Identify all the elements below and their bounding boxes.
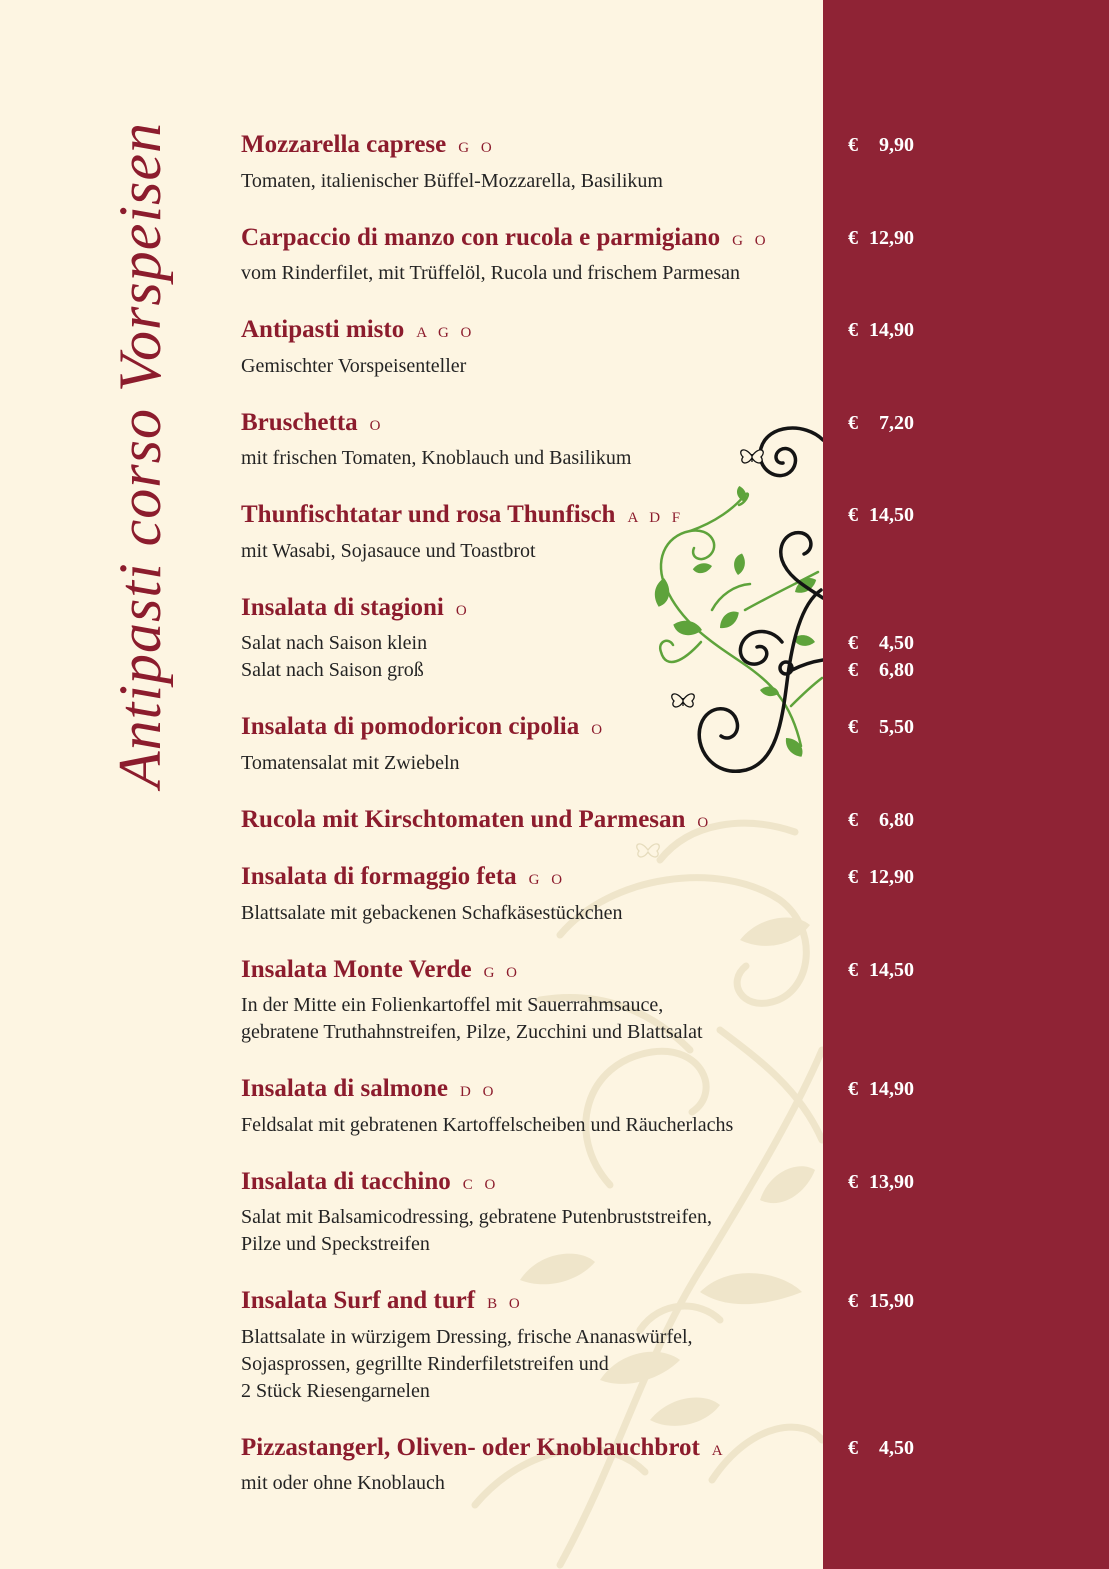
dish-description [241,900,921,927]
allergen-codes: G O [483,964,521,981]
description-line: Feldsalat mit gebratenen Kartoffelscheiben und Räucherlachs [241,1113,734,1136]
price [848,127,914,163]
description-line: Gemischter Vorspeisenteller [241,354,467,377]
menu-item-header [241,590,921,626]
currency-symbol: € [848,504,858,526]
description-line: Blattsalate in würzigem Dressing, frische Ananaswürfel, [241,1325,693,1348]
menu-item [241,497,921,565]
currency-symbol: € [848,226,858,249]
price [848,312,914,348]
price-amount: 12,90 [869,226,914,249]
dish-description [241,353,921,380]
price-amount: 5,50 [879,716,914,738]
currency-symbol: € [848,319,858,341]
menu-item-header [241,497,921,533]
menu-item-header [241,405,921,441]
price [848,657,914,684]
price [848,497,914,533]
menu-item-header [241,952,921,988]
dish-name: Pizzastangerl, Oliven- oder Knoblauchbrot [241,1433,700,1461]
price-amount: 9,90 [879,134,914,156]
price-amount: 4,50 [879,1436,914,1459]
currency-symbol: € [848,716,858,738]
price-amount: 14,90 [869,319,914,341]
price-amount: 7,20 [879,411,914,434]
dish-description [241,1324,921,1405]
menu-item [241,1164,921,1259]
price [848,802,914,838]
dish-description [241,1470,921,1497]
size-variants [241,630,921,684]
allergen-codes: O [369,417,385,434]
description-line: Salat mit Balsamicodressing, gebratene Putenbruststreifen, [241,1206,712,1228]
price [848,1283,914,1319]
description-line: In der Mitte ein Folienkartoffel mit Sauerrahmsauce, [241,994,664,1016]
price [848,859,914,895]
description-line: mit Wasabi, Sojasauce und Toastbrot [241,539,536,562]
currency-symbol: € [848,808,858,831]
allergen-codes: D O [459,1084,498,1100]
currency-symbol: € [848,1436,858,1459]
description-line: Tomatensalat mit Zwiebeln [241,751,460,774]
description-line: mit oder ohne Knoblauch [241,1472,445,1494]
dish-description [241,1204,921,1258]
allergen-codes: O [591,722,607,738]
price-amount: 13,90 [869,1170,914,1193]
dish-description [241,1112,921,1139]
description-line: vom Rinderfilet, mit Trüffelöl, Rucola und frischem Parmesan [241,262,741,284]
menu-item [241,709,921,777]
description-line: Tomaten, italienischer Büffel-Mozzarella, Basilikum [241,169,663,192]
price-amount: 6,80 [879,808,914,831]
currency-symbol: € [848,1290,858,1312]
description-line: 2 Stück Riesengarnelen [241,1379,430,1402]
description-line: Blattsalate mit gebackenen Schafkäsestückchen [241,901,623,924]
dish-name: Mozzarella caprese [241,131,447,158]
menu-item-header [241,220,921,256]
menu-item [241,1071,921,1139]
dish-description [241,445,921,472]
currency-symbol: € [848,866,858,888]
price-amount: 14,50 [869,958,914,981]
dish-name: Antipasti misto [241,316,405,343]
allergen-codes: G O [458,140,496,156]
price [848,630,914,657]
menu-item [241,590,921,685]
currency-symbol: € [848,1170,858,1193]
dish-name: Insalata Surf and turf [241,1287,476,1314]
dish-description [241,168,921,195]
menu-item-header [241,127,921,163]
price-amount: 6,80 [879,659,914,681]
price [848,220,914,256]
menu-item-header [241,1283,921,1319]
dish-name: Thunfischtatar und rosa Thunfisch [241,501,616,528]
allergen-codes: A D F [627,510,685,526]
allergen-codes: B O [487,1296,524,1312]
dish-name: Insalata di stagioni [241,593,444,621]
allergen-codes: G O [528,872,567,888]
dish-name: Insalata di formaggio feta [241,863,517,890]
price-amount: 12,90 [869,866,914,888]
price-amount: 14,50 [869,504,914,526]
allergen-codes: A [711,1442,727,1459]
price [848,709,914,745]
dish-description [241,260,921,287]
menu-item [241,859,921,927]
menu-item-header [241,1071,921,1107]
allergen-codes: A G O [416,325,476,341]
menu-item [241,952,921,1047]
menu-item [241,1283,921,1405]
description-line: gebratene Truthahnstreifen, Pilze, Zucchini und Blattsalat [241,1021,703,1043]
price [848,1430,914,1466]
menu-item-header [241,312,921,348]
dish-name: Bruschetta [241,408,358,436]
price-amount: 14,90 [869,1078,914,1100]
currency-symbol: € [848,632,858,654]
menu-item-header [241,1164,921,1200]
dish-name: Carpaccio di manzo con rucola e parmigiano [241,223,721,251]
price [848,405,914,441]
allergen-codes: O [455,602,471,619]
description-line: mit frischen Tomaten, Knoblauch und Basilikum [241,447,632,469]
menu-item [241,802,921,838]
menu-item [241,312,921,380]
dish-name: Insalata di tacchino [241,1167,451,1195]
dish-description [241,750,921,777]
section-title: Antipasti corso Vorspeisen [107,122,173,788]
description-line: Sojasprossen, gegrillte Rinderfiletstreifen und [241,1352,609,1375]
currency-symbol: € [848,1078,858,1100]
dish-name: Insalata Monte Verde [241,955,472,983]
menu-item-header [241,1430,921,1466]
allergen-codes: O [697,814,713,831]
allergen-codes: G O [732,232,770,249]
price [848,952,914,988]
dish-name: Rucola mit Kirschtomaten und Parmesan [241,805,686,833]
price-amount: 15,90 [869,1290,914,1312]
description-line: Pilze und Speckstreifen [241,1233,430,1255]
currency-symbol: € [848,659,858,681]
dish-description [241,992,921,1046]
menu-item [241,405,921,473]
dish-name: Insalata di salmone [241,1075,448,1102]
variant-label: Salat nach Saison klein [241,632,428,654]
currency-symbol: € [848,411,858,434]
variant-row [241,630,921,657]
allergen-codes: C O [462,1176,500,1193]
menu-item [241,220,921,288]
price-amount: 4,50 [879,632,914,654]
dish-description [241,538,921,565]
menu-item-header [241,859,921,895]
menu-item [241,1430,921,1498]
currency-symbol: € [848,958,858,981]
variant-label: Salat nach Saison groß [241,659,424,681]
menu-item-header [241,709,921,745]
currency-symbol: € [848,134,858,156]
menu-list [241,127,921,1522]
price [848,1164,914,1200]
variant-row [241,657,921,684]
price [848,1071,914,1107]
dish-name: Insalata di pomodoricon cipolia [241,713,580,740]
menu-item [241,127,921,195]
menu-item-header [241,802,921,838]
